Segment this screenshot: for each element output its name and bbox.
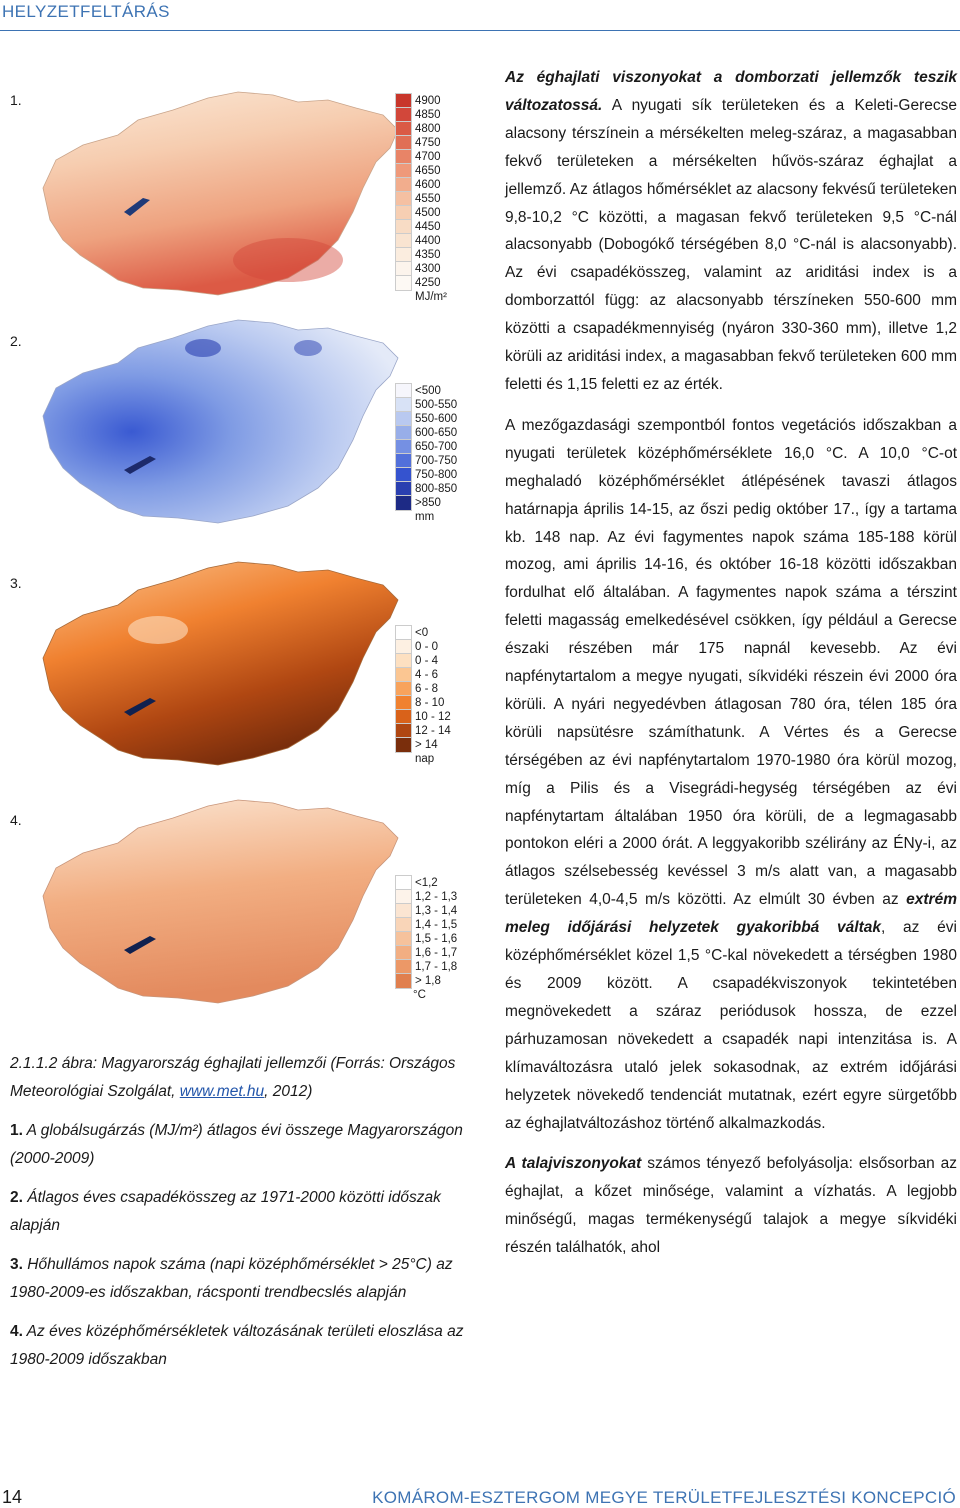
legend-label: 550-600 [415,413,458,425]
paragraph-text: számos tényező befolyásolja: elsősorban az éghajlat, a kőzet minősége, valamint a vízhatás. A legjobb minőségű, magas termékenységű talajok a megye síkvidéki részén találhatók, ahol [505,1155,957,1257]
legend-entry [396,682,486,696]
page-header [0,0,960,31]
paragraph-climate [505,64,957,399]
caption-item-3 [10,1251,488,1307]
legend-swatch [396,738,411,752]
legend-swatch [396,640,411,654]
legend-unit: mm [415,511,435,523]
emphasis: extrém meleg időjárási helyzetek gyakoribbá váltak [505,891,957,937]
legend-label: 12 - 14 [415,725,451,737]
legend-label: 4750 [415,137,441,149]
legend-entry [396,412,486,426]
legend-label: >850 [415,497,441,509]
legend-entry [396,496,486,510]
legend-entry [396,108,486,122]
legend-label: 650-700 [415,441,458,453]
legend-swatch [396,496,411,510]
precipitation-legend [396,384,486,524]
legend-entry [396,696,486,710]
caption-num: 3. [10,1256,23,1273]
legend-label: 4350 [415,249,441,261]
legend-label: 1,2 - 1,3 [415,891,458,903]
paragraph-text: , az évi középhőmérséklet közel 1,5 °C-kal növekedett a térségben 1980 és 2009 között. A csapadékviszonyok tekintetében megnövekedett a száraz periódusok hossza, de ezzel párhuzamosan növekedett a csapadék napi intenzitása is. A klímaváltozásra utaló jelek sokasodnak, az extrém időjárási helyzetek növekedő tendenciát mutatnak, ezért egyre sürgetőbb az éghajlatváltozáshoz történő alkalmazkodás. [505,919,957,1132]
legend-swatch [396,890,411,904]
figure-title-tail: , 2012) [264,1083,313,1100]
emphasis: A talajviszonyokat [505,1155,642,1173]
legend-label: 1,4 - 1,5 [415,919,458,931]
hungary-shape [43,562,398,765]
legend-entry [396,626,486,640]
legend-entry [396,710,486,724]
legend-swatch [396,398,411,412]
legend-label: 0 - 4 [415,655,439,667]
legend-label: 4850 [415,109,441,121]
legend-swatch [396,150,411,164]
legend-swatch [396,654,411,668]
radiation-map [38,90,408,300]
legend-label: 4400 [415,235,441,247]
map-number-4: 4. [10,812,22,828]
caption-text: Hőhullámos napok száma (napi középhőmérséklet > 25°C) az 1980-2009-es időszakban, rácsponti trendbecslés alapján [10,1256,453,1301]
legend-label: 4550 [415,193,441,205]
hungary-shape [43,92,398,295]
legend-swatch [396,724,411,738]
legend-label: 6 - 8 [415,683,439,695]
legend-entry [396,426,486,440]
legend-entry [396,136,486,150]
legend-label: 4450 [415,221,441,233]
caption-text: A globálsugárzás (MJ/m²) átlagos évi összege Magyarországon (2000-2009) [10,1122,463,1167]
legend-label: <0 [415,627,429,639]
emphasis: Az éghajlati viszonyokat a domborzati jellemzők teszik változatossá. [505,69,957,114]
legend-entry [396,384,486,398]
legend-entry [396,890,486,904]
legend-entry [396,876,486,890]
legend-entry [396,122,486,136]
legend-label: <1,2 [415,877,438,889]
legend-swatch [396,482,411,496]
map-number-3: 3. [10,575,22,591]
legend-swatch [396,468,411,482]
legend-swatch [396,918,411,932]
temperature-change-map [38,798,408,1008]
legend-entry [396,206,486,220]
legend-swatch [396,946,411,960]
document-title: KOMÁROM-ESZTERGOM MEGYE TERÜLETFEJLESZTÉSI KONCEPCIÓ [372,1488,956,1507]
heatwave-map [38,560,408,770]
legend-swatch [396,248,411,262]
legend-swatch [396,384,411,398]
legend-label: 4800 [415,123,441,135]
legend-label: 750-800 [415,469,458,481]
legend-label: 4650 [415,165,441,177]
legend-entry [396,248,486,262]
legend-swatch [396,668,411,682]
legend-entry [396,150,486,164]
legend-entry [396,398,486,412]
legend-swatch [396,904,411,918]
section-title: HELYZETFELTÁRÁS [2,2,170,21]
legend-unit: °C [413,989,426,1001]
legend-unit: MJ/m² [415,291,447,303]
legend-entry [396,164,486,178]
legend-entry [396,262,486,276]
legend-entry [396,960,486,974]
legend-label: 1,6 - 1,7 [415,947,458,959]
legend-swatch [396,122,411,136]
legend-swatch [396,178,411,192]
legend-swatch [396,696,411,710]
legend-swatch [396,710,411,724]
legend-entry [396,468,486,482]
heatwave-legend [396,626,486,766]
legend-swatch [396,136,411,150]
legend-entry [396,904,486,918]
legend-label: 8 - 10 [415,697,445,709]
source-link[interactable]: www.met.hu [179,1083,265,1100]
caption-text: Átlagos éves csapadékösszeg az 1971-2000 közötti időszak alapján [10,1189,441,1234]
paragraph-text: A nyugati sík területeken és a Keleti-Gerecse alacsony térszínein a mérsékelten meleg-száraz, a magasabban fekvő területeken a mérsékelten hűvös-száraz éghajlat a jellemző. Az átlagos hőmérséklet az alacsony fekvésű területeken 9,8-10,2 °C közötti, a magasan fekvő területeken 9,5 °C-nál alacsonyabb (Dobogókő térségében 8,0 °C-nál is alacsonyabb). Az évi csapadékösszeg, valamint az ariditási index is a domborzattól függ: az alacsonyabb térszíneken 550-600 mm közötti a csapadékmennyiség (nyáron 330-360 mm), illetve 1,2 körüli az ariditási index, a magasabban fekvő területeken 600 mm feletti és 1,15 feletti ez az érték. [505,96,957,393]
legend-entry [396,668,486,682]
legend-swatch [396,974,411,988]
caption-text: Az éves középhőmérsékletek változásának területi eloszlása az 1980-2009 időszakban [10,1323,464,1368]
legend-label: 4600 [415,179,441,191]
legend-label: 1,5 - 1,6 [415,933,458,945]
legend-entry [396,454,486,468]
legend-entry [396,220,486,234]
legend-swatch [396,412,411,426]
legend-label: 1,3 - 1,4 [415,905,458,917]
legend-entry [396,724,486,738]
legend-label: 10 - 12 [415,711,451,723]
legend-swatch [396,94,411,108]
paragraph-text: A mezőgazdasági szempontból fontos vegetációs időszakban a nyugati területek középhőmérséklete 16,0 °C. A 10,0 °C-ot meghaladó középhőmérséklet átlépésének tavaszi átlagos határnapja április 14-15, az őszi pedig október 17., így a tartama kb. 148 nap. Az évi fagymentes napok száma 185-188 körül mozog, ami április 14-16, és október 16-18 közötti időszakban fordulhat elő általában. A fagymentes napok száma a térszint feletti magasság emelkedésével csökken, így például a Gerecse északi részében már 175 napnál kevesebb. Az évi napfénytartalom a megye nyugati, síkvidéki részein évi 2000 óra körüli. A nyári negyedévben átlagosan 780 óra, télen 185 óra körüli napsütésre számíthatunk. A Vértes és a Gerecse térségében az évi napfénytartalom 1970-1980 óra körül mozog, míg a Pilis és a Visegrádi-hegység térségében az évi napfénytartam általában 1950 óra körüli, de a legmagasabb pontokon eléri a 2000 órát. A leggyakoribb szélirány az ÉNy-i, az átlagos szélsebesség kevéssel 3 m/s alatt van, a magasabb területeken 4,0-4,5 m/s közötti. Az elmúlt 30 évben az [505,416,957,909]
hungary-shape [43,320,398,523]
legend-entry [396,178,486,192]
legend-label: 600-650 [415,427,458,439]
legend-label: 4900 [415,95,441,107]
legend-swatch [396,276,411,290]
caption-item-1 [10,1117,488,1173]
figure-title-text: 2.1.1.2 ábra: Magyarország éghajlati jellemzői (Forrás: Országos Meteorológiai Szolgálat, [10,1055,456,1100]
map-number-1: 1. [10,92,22,108]
map-number-2: 2. [10,333,22,349]
legend-label: 0 - 0 [415,641,439,653]
legend-swatch [396,164,411,178]
legend-swatch [396,262,411,276]
figure-title [10,1050,488,1106]
legend-entry [396,654,486,668]
legend-entry [396,738,486,752]
page-number: 14 [2,1487,23,1507]
legend-swatch [396,454,411,468]
legend-entry [396,440,486,454]
legend-entry [396,946,486,960]
legend-label: 1,7 - 1,8 [415,961,458,973]
legend-label: > 14 [415,739,438,751]
legend-swatch [396,426,411,440]
paragraph-soil [505,1150,957,1262]
legend-label: > 1,8 [415,975,441,987]
legend-label: 500-550 [415,399,458,411]
legend-entry [396,234,486,248]
legend-entry [396,276,486,290]
legend-label: <500 [415,385,441,397]
legend-label: 4300 [415,263,441,275]
legend-swatch [396,960,411,974]
caption-num: 2. [10,1189,23,1206]
caption-num: 1. [10,1122,23,1139]
legend-swatch [396,206,411,220]
precipitation-map [38,318,408,528]
legend-label: 4250 [415,277,441,289]
legend-swatch [396,932,411,946]
legend-swatch [396,108,411,122]
legend-entry [396,640,486,654]
legend-entry [396,192,486,206]
legend-label: 700-750 [415,455,458,467]
caption-item-2 [10,1184,488,1240]
hungary-shape [43,800,398,1003]
legend-swatch [396,234,411,248]
legend-swatch [396,876,411,890]
paragraph-vegetation [505,412,957,1138]
radiation-legend [396,94,486,304]
legend-unit: nap [415,753,435,765]
legend-label: 4500 [415,207,441,219]
legend-entry [396,918,486,932]
temperature-change-legend [396,876,486,1002]
legend-swatch [396,220,411,234]
legend-entry [396,94,486,108]
legend-label: 4700 [415,151,441,163]
legend-swatch [396,682,411,696]
legend-entry [396,482,486,496]
legend-swatch [396,626,411,640]
body-text [505,64,957,1262]
legend-swatch [396,192,411,206]
figure-caption [10,1050,488,1374]
caption-num: 4. [10,1323,23,1340]
legend-label: 4 - 6 [415,669,439,681]
legend-entry [396,974,486,988]
caption-item-4 [10,1318,488,1374]
legend-swatch [396,440,411,454]
legend-label: 800-850 [415,483,458,495]
legend-entry [396,932,486,946]
